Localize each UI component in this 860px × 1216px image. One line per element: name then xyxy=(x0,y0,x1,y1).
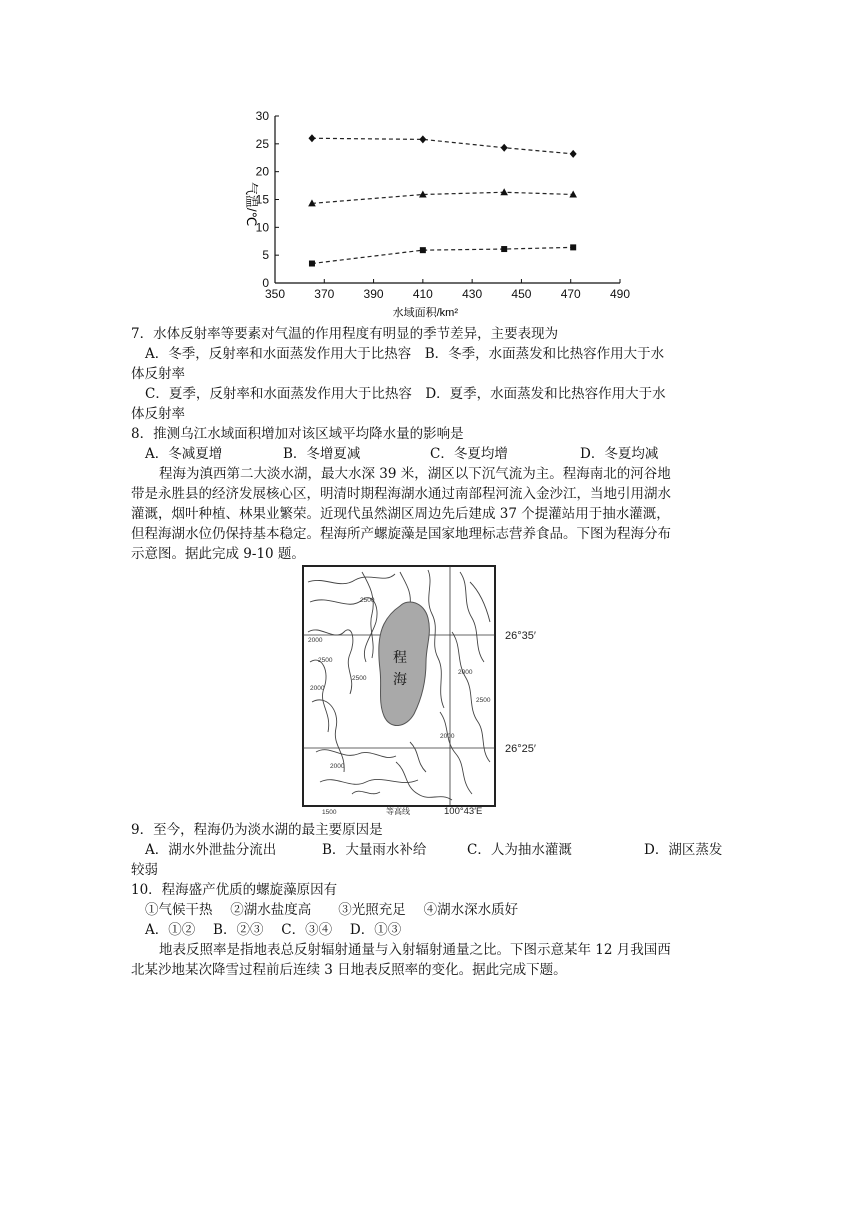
chart-y-tick-label: 30 xyxy=(255,109,269,123)
passage1-line-4: 但程海湖水位仍保持基本稳定。程海所产螺旋藻是国家地理标志营养食品。下图为程海分布 xyxy=(131,526,671,542)
chart-series-line-3 xyxy=(312,247,573,263)
contour-label: 1500 xyxy=(322,809,337,816)
contour-legend: 等高线 xyxy=(386,807,410,816)
contour-label: 2500 xyxy=(360,597,375,604)
chart-y-tick-label: 25 xyxy=(255,136,269,151)
chart-y-tick-label: 15 xyxy=(255,192,269,207)
chart-x-tick-label: 450 xyxy=(511,287,532,301)
q7-option-b-wrap: 体反射率 xyxy=(131,366,185,382)
chart-x-tick-label: 350 xyxy=(264,287,286,301)
chart-point xyxy=(308,134,315,142)
contour-label: 2000 xyxy=(330,763,345,770)
passage2-line-2: 北某沙地某次降雪过程前后连续 3 日地表反照率的变化。据此完成下题。 xyxy=(131,962,567,978)
chart-point xyxy=(501,144,508,152)
contour-label: 2500 xyxy=(476,697,491,704)
q9-stem: 9．至今，程海仍为淡水湖的最主要原因是 xyxy=(131,822,383,838)
chart-point xyxy=(501,246,507,252)
chart-x-tick-label: 390 xyxy=(363,287,384,301)
chart-x-tick-label: 410 xyxy=(412,287,433,301)
q9-option-c: C．人为抽水灌溉 xyxy=(467,842,572,858)
chart-series-line-2 xyxy=(312,192,573,203)
q8-option-c: C．冬夏均增 xyxy=(430,446,508,462)
passage1-line-5: 示意图。据此完成 9-10 题。 xyxy=(131,546,305,562)
q10-items: ①气候干热 ②湖水盐度高 ③光照充足 ④湖水深水质好 xyxy=(145,902,519,918)
passage2-line-1: 地表反照率是指地表总反射辐射通量与入射辐射通量之比。下图示意某年 12 月我国西 xyxy=(159,942,671,958)
chart-point xyxy=(570,244,576,250)
q7-stem: 7．水体反射率等要素对气温的作用程度有明显的季节差异，主要表现为 xyxy=(131,326,559,342)
chart-x-tick-label: 430 xyxy=(462,287,483,301)
chart-x-tick-label: 490 xyxy=(609,287,631,301)
q8-option-b: B．冬增夏减 xyxy=(283,446,361,462)
chart-point xyxy=(569,190,577,197)
temperature-area-chart xyxy=(220,100,640,322)
contour-label: 2000 xyxy=(458,669,473,676)
contour-label: 2000 xyxy=(310,685,325,692)
q7-option-c-d: C．夏季，反射率和水面蒸发作用大于比热容 D．夏季，水面蒸发和比热容作用大于水 xyxy=(145,386,666,402)
chart-point xyxy=(420,247,426,253)
q9-option-a: A．湖水外泄盐分流出 xyxy=(145,842,277,858)
q7-option-a-b: A．冬季，反射率和水面蒸发作用大于比热容 B．冬季，水面蒸发和比热容作用大于水 xyxy=(145,346,665,362)
q10-stem: 10．程海盛产优质的螺旋藻原因有 xyxy=(131,882,338,898)
passage1-line-2: 带是永胜县的经济发展核心区，明清时期程海湖水通过南部程河流入金沙江，当地引用湖水 xyxy=(131,486,671,502)
longitude-label: 100°43′E xyxy=(444,806,483,817)
chart-point xyxy=(570,150,577,158)
chart-y-tick-label: 10 xyxy=(255,220,269,235)
chart-xlabel: 水域面积/km² xyxy=(392,307,458,319)
q9-option-d-wrap: 较弱 xyxy=(131,862,158,878)
contour-label: 2000 xyxy=(308,637,323,644)
latitude-top-label: 26°35′ xyxy=(505,630,536,642)
contour-label: 2500 xyxy=(318,657,333,664)
q8-option-d: D．冬夏均减 xyxy=(580,446,659,462)
chart-point xyxy=(419,135,426,143)
q10-options: A．①② B．②③ C．③④ D．①③ xyxy=(145,922,402,938)
chart-series-line-1 xyxy=(312,138,573,154)
chart-y-tick-label: 20 xyxy=(255,164,269,179)
chart-y-tick-label: 0 xyxy=(262,276,269,290)
q9-option-b: B．大量雨水补给 xyxy=(322,842,427,858)
chenghai-map xyxy=(300,562,570,818)
passage1-line-1: 程海为滇西第二大淡水湖，最大水深 39 米，湖区以下沉气流为主。程海南北的河谷地 xyxy=(159,466,671,482)
q9-option-d: D．湖区蒸发 xyxy=(644,842,723,858)
chart-point xyxy=(309,261,315,267)
latitude-bottom-label: 26°25′ xyxy=(505,743,536,755)
chart-x-tick-label: 470 xyxy=(560,287,581,301)
contour-label: 2000 xyxy=(440,733,455,740)
q8-stem: 8．推测乌江水域面积增加对该区域平均降水量的影响是 xyxy=(131,426,464,442)
chart-y-tick-label: 5 xyxy=(262,248,269,263)
lake-label-2: 海 xyxy=(393,672,407,688)
q8-option-a: A．冬减夏增 xyxy=(145,446,223,462)
q7-option-d-wrap: 体反射率 xyxy=(131,406,185,422)
passage1-line-3: 灌溉，烟叶种植、林果业繁荣。近现代虽然湖区周边先后建成 37 个提灌站用于抽水灌溉， xyxy=(131,506,670,522)
contour-label: 2500 xyxy=(352,675,367,682)
chart-ylabel: 气温/℃ xyxy=(244,182,259,227)
lake-label-1: 程 xyxy=(393,650,407,666)
chart-x-tick-label: 370 xyxy=(314,287,335,301)
